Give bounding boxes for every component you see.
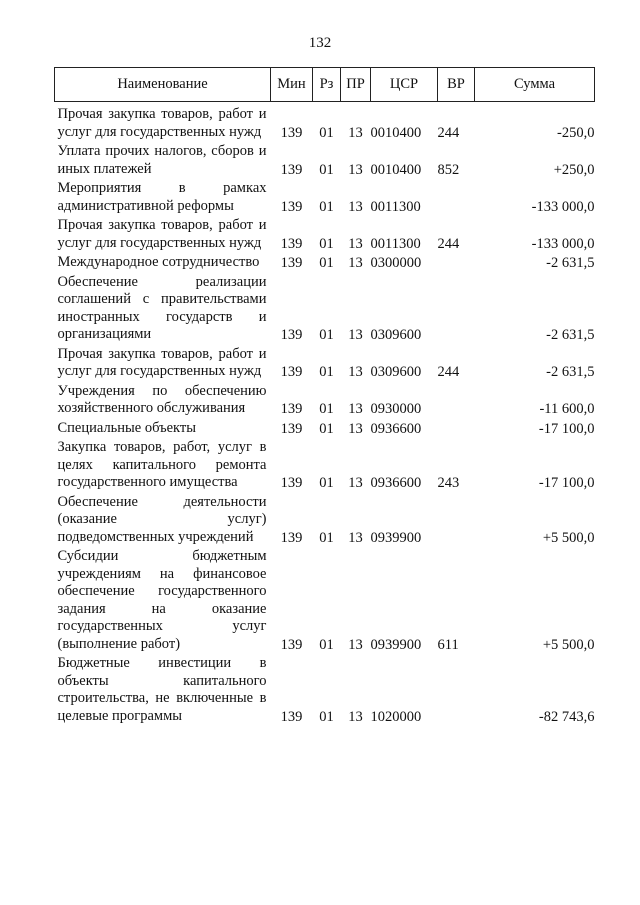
table-body <box>55 102 595 727</box>
cell-csr: 0939900 <box>370 529 422 546</box>
cell-rz: 01 <box>319 401 334 417</box>
cell-rz: 01 <box>319 161 334 178</box>
cell-csr: 0309600 <box>370 364 422 380</box>
header-row <box>55 68 595 102</box>
cell-csr: 0309600 <box>370 327 422 343</box>
cell-name: Специальные объекты <box>57 419 196 436</box>
cell-min: 139 <box>280 420 303 437</box>
cell-pr: 13 <box>348 636 363 653</box>
cell-sum: -2 631,5 <box>546 364 595 380</box>
cell-csr: 0930000 <box>370 401 422 417</box>
cell-pr: 13 <box>348 420 363 437</box>
table-row <box>55 179 595 216</box>
cell-name: Обеспечение деятельности (оказание услуг) подведомственных учреждений <box>57 493 267 545</box>
cell-rz: 01 <box>319 124 334 141</box>
header-min: Мин <box>271 68 313 102</box>
cell-pr: 13 <box>348 475 363 491</box>
cell-min: 139 <box>280 124 303 141</box>
cell-name: Международное сотрудничество <box>57 254 260 270</box>
cell-sum: -82 743,6 <box>538 708 595 725</box>
cell-rz: 01 <box>319 364 334 380</box>
cell-sum: -2 631,5 <box>546 255 595 271</box>
cell-sum: -133 000,0 <box>531 198 595 215</box>
cell-name: Мероприятия в рамках административной реформы <box>57 180 267 214</box>
cell-vr <box>438 493 475 548</box>
cell-min: 139 <box>280 161 303 178</box>
cell-vr: 611 <box>437 636 459 653</box>
cell-sum: +250,0 <box>553 161 595 178</box>
cell-rz: 01 <box>319 636 334 653</box>
cell-pr: 13 <box>348 161 363 178</box>
cell-csr: 0011300 <box>370 235 421 252</box>
header-rz: Рз <box>313 68 341 102</box>
cell-pr: 13 <box>348 255 363 271</box>
cell-name: Бюджетные инвестиции в объекты капитального строительства, не включенные в целевые программы <box>57 655 267 724</box>
cell-name: Обеспечение реализации соглашений с правительствами иностранных государств и организациями <box>57 273 267 342</box>
table-row <box>55 142 595 179</box>
table-row <box>55 382 595 419</box>
cell-vr <box>438 273 475 345</box>
cell-sum: -133 000,0 <box>531 235 595 252</box>
table-row <box>55 253 595 273</box>
cell-csr: 0939900 <box>370 636 422 653</box>
cell-csr: 0936600 <box>370 420 422 437</box>
cell-sum: -2 631,5 <box>546 327 595 343</box>
cell-sum: +5 500,0 <box>542 529 595 546</box>
header-csr: ЦСР <box>371 68 438 102</box>
cell-min: 139 <box>280 401 303 417</box>
table-row <box>55 273 595 345</box>
cell-rz: 01 <box>319 420 334 437</box>
cell-pr: 13 <box>348 708 363 725</box>
cell-csr: 0011300 <box>370 198 421 215</box>
cell-vr: 244 <box>437 124 460 141</box>
cell-csr: 0010400 <box>370 124 422 141</box>
cell-vr: 852 <box>437 161 460 178</box>
cell-min: 139 <box>280 235 303 252</box>
cell-name: Прочая закупка товаров, работ и услуг для государственных нужд <box>57 345 267 379</box>
header-name: Наименование <box>55 68 271 102</box>
cell-vr <box>438 253 475 273</box>
table-header <box>55 68 595 102</box>
table-row <box>55 547 595 654</box>
cell-pr: 13 <box>348 529 363 546</box>
cell-pr: 13 <box>348 327 363 343</box>
cell-name: Субсидии бюджетным учреждениям на финансовое обеспечение государственного задания на оказание государственных услуг (выполнение работ) <box>57 548 267 652</box>
cell-min: 139 <box>280 198 303 215</box>
cell-pr: 13 <box>348 364 363 380</box>
cell-name: Прочая закупка товаров, работ и услуг для государственных нужд <box>57 106 267 140</box>
cell-csr: 0010400 <box>370 161 422 178</box>
cell-vr <box>438 179 475 216</box>
cell-pr: 13 <box>348 124 363 141</box>
cell-sum: -11 600,0 <box>539 401 595 417</box>
budget-table <box>54 67 595 726</box>
cell-csr: 0300000 <box>370 255 422 271</box>
cell-pr: 13 <box>348 198 363 215</box>
header-sum: Сумма <box>475 68 595 102</box>
table-row <box>55 345 595 382</box>
cell-sum: +5 500,0 <box>542 636 595 653</box>
cell-min: 139 <box>280 529 303 546</box>
cell-csr: 0936600 <box>370 475 422 491</box>
table-row <box>55 216 595 253</box>
cell-sum: -17 100,0 <box>538 475 595 491</box>
header-vr: ВР <box>438 68 475 102</box>
table-row <box>55 438 595 493</box>
table-row <box>55 419 595 439</box>
cell-name: Уплата прочих налогов, сборов и иных платежей <box>57 143 267 177</box>
cell-rz: 01 <box>319 255 334 271</box>
cell-vr: 244 <box>437 364 460 380</box>
table-row <box>55 102 595 143</box>
cell-rz: 01 <box>319 529 334 546</box>
cell-rz: 01 <box>319 708 334 725</box>
cell-min: 139 <box>280 636 303 653</box>
cell-vr: 244 <box>437 235 460 252</box>
cell-rz: 01 <box>319 327 334 343</box>
cell-rz: 01 <box>319 198 334 215</box>
cell-name: Прочая закупка товаров, работ и услуг для государственных нужд <box>57 217 267 251</box>
cell-sum: -17 100,0 <box>538 420 595 437</box>
cell-csr: 1020000 <box>370 708 422 725</box>
cell-name: Закупка товаров, работ, услуг в целях капитального ремонта государственного имущества <box>57 439 267 490</box>
cell-min: 139 <box>280 708 303 725</box>
table-row <box>55 654 595 726</box>
cell-vr <box>438 654 475 726</box>
cell-min: 139 <box>280 475 303 491</box>
cell-name: Учреждения по обеспечению хозяйственного обслуживания <box>57 382 267 416</box>
cell-rz: 01 <box>319 235 334 252</box>
table-row <box>55 493 595 548</box>
cell-rz: 01 <box>319 475 334 491</box>
cell-min: 139 <box>280 364 303 380</box>
cell-vr: 243 <box>437 475 460 491</box>
cell-vr <box>438 382 475 419</box>
cell-min: 139 <box>280 327 303 343</box>
page-number: 132 <box>308 35 332 51</box>
cell-pr: 13 <box>348 235 363 252</box>
cell-pr: 13 <box>348 401 363 417</box>
cell-min: 139 <box>280 255 303 271</box>
cell-sum: -250,0 <box>557 124 595 141</box>
cell-vr <box>438 419 475 439</box>
header-pr: ПР <box>341 68 371 102</box>
